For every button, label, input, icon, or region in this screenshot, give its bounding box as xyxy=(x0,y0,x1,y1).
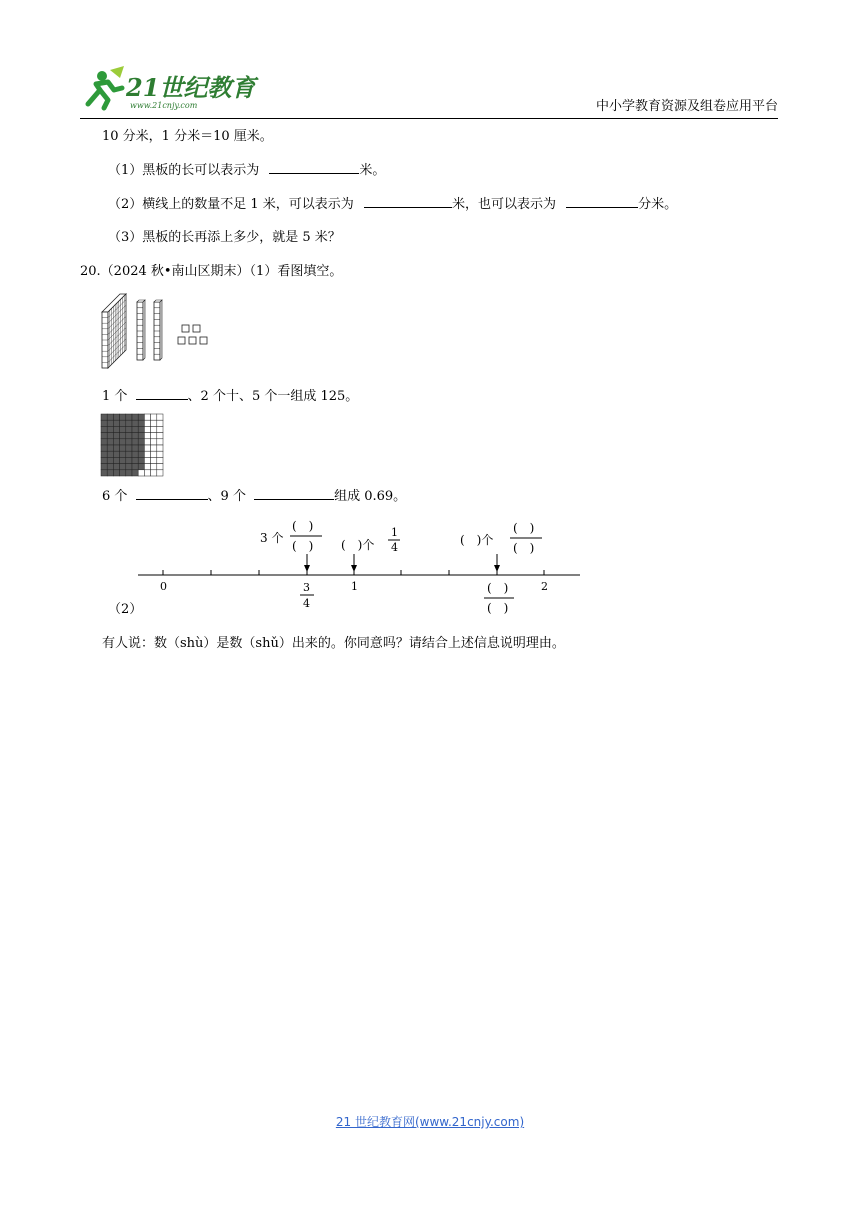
grid-cell-shaded xyxy=(132,420,138,426)
q20-fill2-rest: 组成 0.69。 xyxy=(334,489,407,504)
grid-cell xyxy=(157,439,163,445)
grid-cell xyxy=(144,464,150,470)
grid-cell-shaded xyxy=(120,426,126,432)
q19-part3: （3）黑板的长再添上多少，就是 5 米？ xyxy=(108,230,341,245)
q19-part1-text: （1）黑板的长可以表示为 xyxy=(108,163,260,178)
grid-cell-shaded xyxy=(107,470,113,476)
label-a-denominator: ( ) xyxy=(292,539,314,553)
grid-cell-shaded xyxy=(120,420,126,426)
answer-blank[interactable] xyxy=(254,487,334,500)
grid-cell xyxy=(144,445,150,451)
grid-cell xyxy=(144,433,150,439)
q19-part2 xyxy=(108,195,677,214)
grid-cell-shaded xyxy=(120,445,126,451)
grid-cell-shaded xyxy=(113,470,119,476)
grid-cell-shaded xyxy=(132,464,138,470)
grid-cell-shaded xyxy=(132,470,138,476)
grid-cell xyxy=(151,426,157,432)
grid-cell-shaded xyxy=(126,420,132,426)
grid-cell-shaded xyxy=(101,451,107,457)
below-a-denominator: 4 xyxy=(303,597,310,610)
grid-cell xyxy=(144,457,150,463)
grid-cell-shaded xyxy=(107,420,113,426)
logo xyxy=(80,60,270,112)
grid-cell-shaded xyxy=(107,457,113,463)
grid-cell-shaded xyxy=(132,426,138,432)
grid-cell-shaded xyxy=(138,414,144,420)
grid-cell-shaded xyxy=(120,414,126,420)
grid-cell xyxy=(144,439,150,445)
q20-title: 20.（2024 秋•南山区期末）（1）看图填空。 xyxy=(80,264,343,279)
grid-cell-shaded xyxy=(101,420,107,426)
page-footer xyxy=(0,1113,860,1130)
logo-url: www.21cnjy.com xyxy=(130,101,198,110)
grid-cell xyxy=(157,426,163,432)
grid-cell-shaded xyxy=(126,451,132,457)
answer-blank[interactable] xyxy=(136,387,188,400)
grid-cell-shaded xyxy=(120,457,126,463)
tick-label-1: 1 xyxy=(351,580,358,593)
q20-part2-label: （2） xyxy=(108,602,143,617)
grid-cell-shaded xyxy=(120,464,126,470)
grid-cell-shaded xyxy=(101,414,107,420)
below-a-numerator: 3 xyxy=(303,581,310,594)
grid-cell-shaded xyxy=(138,426,144,432)
q20-fill2 xyxy=(102,487,406,506)
grid-cell-shaded xyxy=(107,451,113,457)
label-c-numerator: ( ) xyxy=(513,521,535,535)
grid-cell-shaded xyxy=(113,451,119,457)
grid-cell xyxy=(157,433,163,439)
grid-cell-shaded xyxy=(113,464,119,470)
grid-cell xyxy=(151,464,157,470)
arrow-down-icon xyxy=(304,565,310,572)
grid-cell-shaded xyxy=(126,457,132,463)
hundred-flat xyxy=(102,294,126,368)
logo-text: 21世纪教育 xyxy=(126,73,256,102)
grid-cell-shaded xyxy=(107,439,113,445)
grid-cell-shaded xyxy=(120,470,126,476)
grid-cell-shaded xyxy=(101,445,107,451)
grid-cell-shaded xyxy=(113,439,119,445)
hundred-grid xyxy=(100,413,164,477)
grid-cell xyxy=(157,464,163,470)
grid-cell xyxy=(144,470,150,476)
platform-name: 中小学教育资源及组卷应用平台 xyxy=(595,99,778,114)
q20-fill2-mid: 、9 个 xyxy=(207,489,246,504)
grid-cell-shaded xyxy=(107,445,113,451)
grid-cell-shaded xyxy=(132,433,138,439)
grid-cell-shaded xyxy=(107,426,113,432)
tick-label-2: 2 xyxy=(541,580,548,593)
ten-rod xyxy=(154,300,162,360)
number-line xyxy=(130,514,590,618)
grid-cell-shaded xyxy=(138,451,144,457)
grid-cell xyxy=(138,470,144,476)
grid-cell-shaded xyxy=(120,439,126,445)
q20-question: 有人说：数（shù）是数（shǔ）出来的。你同意吗？请结合上述信息说明理由。 xyxy=(102,636,565,651)
label-c-denominator: ( ) xyxy=(513,541,535,555)
grid-cell-shaded xyxy=(138,420,144,426)
grid-cell-shaded xyxy=(126,464,132,470)
page-header xyxy=(80,60,778,119)
footer-link[interactable]: 21 世纪教育网(www.21cnjy.com) xyxy=(335,1115,525,1129)
grid-cell-shaded xyxy=(113,445,119,451)
arrow-down-icon xyxy=(351,565,357,572)
q19-intro: 10 分米，1 分米＝10 厘米。 xyxy=(102,129,273,144)
grid-cell xyxy=(157,470,163,476)
grid-cell xyxy=(151,445,157,451)
grid-cell-shaded xyxy=(101,464,107,470)
grid-cell xyxy=(144,414,150,420)
grid-cell-shaded xyxy=(126,470,132,476)
grid-cell-shaded xyxy=(101,433,107,439)
grid-cell xyxy=(144,420,150,426)
grid-cell-shaded xyxy=(126,439,132,445)
grid-cell-shaded xyxy=(126,445,132,451)
grid-cell-shaded xyxy=(107,464,113,470)
label-b-denominator: 4 xyxy=(391,541,398,554)
grid-cell-shaded xyxy=(113,433,119,439)
grid-cell xyxy=(144,451,150,457)
ten-rod xyxy=(137,300,145,360)
grid-cell-shaded xyxy=(101,457,107,463)
grid-cell-shaded xyxy=(120,451,126,457)
answer-blank[interactable] xyxy=(269,161,359,174)
q19-part1-unit: 米。 xyxy=(359,163,386,178)
grid-cell-shaded xyxy=(132,451,138,457)
grid-cell xyxy=(151,457,157,463)
grid-cell xyxy=(151,433,157,439)
grid-cell-shaded xyxy=(138,464,144,470)
grid-cell-shaded xyxy=(138,439,144,445)
grid-cell-shaded xyxy=(132,414,138,420)
q20-fill1-text: 1 个 xyxy=(102,389,128,404)
grid-cell xyxy=(157,457,163,463)
grid-cell-shaded xyxy=(138,445,144,451)
grid-cell-shaded xyxy=(120,433,126,439)
grid-cell xyxy=(151,420,157,426)
grid-cell-shaded xyxy=(107,433,113,439)
grid-cell-shaded xyxy=(126,426,132,432)
grid-cell xyxy=(157,445,163,451)
grid-cell xyxy=(144,426,150,432)
label-a-numerator: ( ) xyxy=(292,519,314,533)
label-c-prefix: ( )个 xyxy=(460,533,494,547)
q19-part1 xyxy=(108,161,385,180)
grid-cell-shaded xyxy=(132,439,138,445)
grid-cell xyxy=(157,414,163,420)
grid-cell xyxy=(151,439,157,445)
answer-blank[interactable] xyxy=(136,487,208,500)
grid-cell-shaded xyxy=(113,457,119,463)
grid-cell-shaded xyxy=(126,414,132,420)
unit-cubes xyxy=(178,325,207,344)
grid-cell-shaded xyxy=(126,433,132,439)
grid-cell-shaded xyxy=(107,414,113,420)
runner-icon xyxy=(88,66,124,108)
answer-blank[interactable] xyxy=(364,195,452,208)
grid-cell-shaded xyxy=(113,414,119,420)
grid-cell-shaded xyxy=(113,426,119,432)
grid-cell-shaded xyxy=(101,439,107,445)
arrow-down-icon xyxy=(494,565,500,572)
q19-part2-text: （2）横线上的数量不足 1 米，可以表示为 xyxy=(108,197,354,212)
q19-part2-mid: 米，也可以表示为 xyxy=(451,197,556,212)
grid-cell xyxy=(157,451,163,457)
label-b-numerator: 1 xyxy=(391,526,398,539)
grid-cell-shaded xyxy=(101,426,107,432)
q20-fill2-text: 6 个 xyxy=(102,489,128,504)
base-ten-blocks xyxy=(98,292,218,372)
q20-fill1 xyxy=(102,387,358,406)
answer-blank[interactable] xyxy=(566,195,638,208)
grid-cell-shaded xyxy=(101,470,107,476)
label-b-prefix: ( )个 xyxy=(341,538,375,552)
tick-label-0: 0 xyxy=(160,580,167,593)
q19-part2-unit: 分米。 xyxy=(638,197,678,212)
q20-fill1-rest: 、2 个十、5 个一组成 125。 xyxy=(187,389,359,404)
grid-cell-shaded xyxy=(138,457,144,463)
grid-cell xyxy=(157,420,163,426)
grid-cell-shaded xyxy=(132,445,138,451)
grid-cell-shaded xyxy=(113,420,119,426)
grid-cell xyxy=(151,470,157,476)
below-c-numerator: ( ) xyxy=(487,581,509,595)
label-a-prefix: 3 个 xyxy=(260,531,284,545)
grid-cell xyxy=(151,451,157,457)
grid-cell xyxy=(151,414,157,420)
grid-cell-shaded xyxy=(138,433,144,439)
grid-cell-shaded xyxy=(132,457,138,463)
below-c-denominator: ( ) xyxy=(487,601,509,615)
